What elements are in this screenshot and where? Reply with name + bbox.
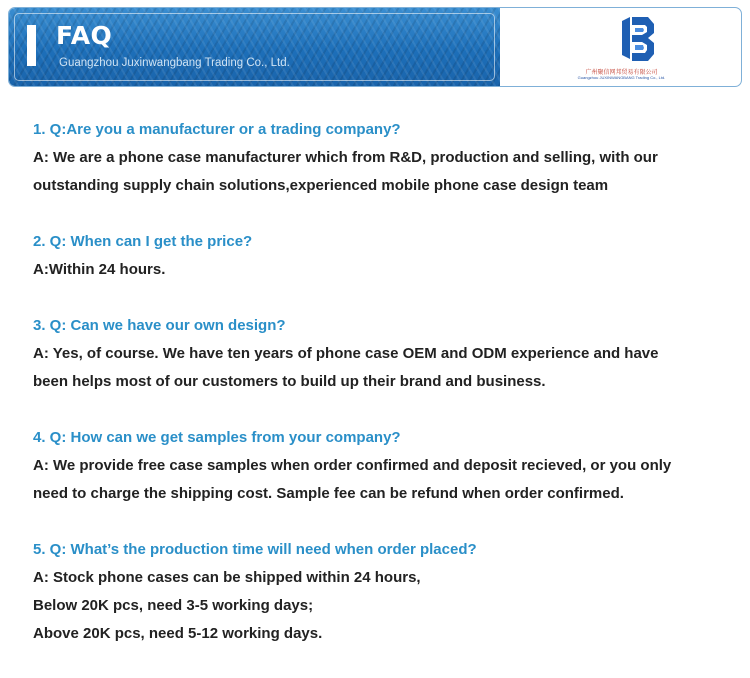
company-name: Guangzhou Juxinwangbang Trading Co., Ltd. — [59, 57, 290, 69]
faq-answer-line: Below 20K pcs, need 3-5 working days; — [33, 597, 314, 614]
faq-answer-line: outstanding supply chain solutions,experienced mobile phone case design team — [33, 177, 609, 194]
faq-item — [33, 424, 733, 508]
faq-question: 3. Q: Can we have our own design? — [33, 317, 286, 334]
faq-answer-line: A: Stock phone cases can be shipped within 24 hours, — [33, 569, 421, 586]
faq-item — [33, 536, 733, 648]
faq-item — [33, 312, 733, 396]
faq-answer-line: been helps most of our customers to build up their brand and business. — [33, 373, 546, 390]
logo-english-name: Guangzhou JUXINWANGBANG Trading Co., Ltd. — [577, 75, 666, 80]
faq-banner — [9, 8, 500, 86]
faq-answer-line: A:Within 24 hours. — [33, 261, 166, 278]
faq-answer-line: A: We provide free case samples when order confirmed and deposit recieved, or you only — [33, 457, 672, 474]
faq-item — [33, 116, 733, 200]
faq-answer-line: need to charge the shipping cost. Sample fee can be refund when order confirmed. — [33, 485, 624, 502]
faq-question: 2. Q: When can I get the price? — [33, 233, 253, 250]
faq-answer-line: Above 20K pcs, need 5-12 working days. — [33, 625, 323, 642]
faq-question: 1. Q:Are you a manufacturer or a trading company? — [33, 121, 401, 138]
company-logo — [500, 8, 742, 86]
faq-list — [33, 116, 733, 676]
banner-accent-bar — [27, 25, 36, 66]
faq-header — [8, 7, 742, 87]
logo-icon — [618, 15, 658, 63]
faq-answer-line: A: We are a phone case manufacturer which from R&D, production and selling, with our — [33, 149, 658, 166]
logo-chinese-name: 广州聚信网邦贸易有限公司 — [585, 70, 658, 76]
faq-question: 4. Q: How can we get samples from your company? — [33, 429, 401, 446]
faq-question: 5. Q: What’s the production time will need when order placed? — [33, 541, 477, 558]
faq-answer-line: A: Yes, of course. We have ten years of phone case OEM and ODM experience and have — [33, 345, 659, 362]
page-title: FAQ — [56, 21, 113, 50]
faq-item — [33, 228, 733, 284]
